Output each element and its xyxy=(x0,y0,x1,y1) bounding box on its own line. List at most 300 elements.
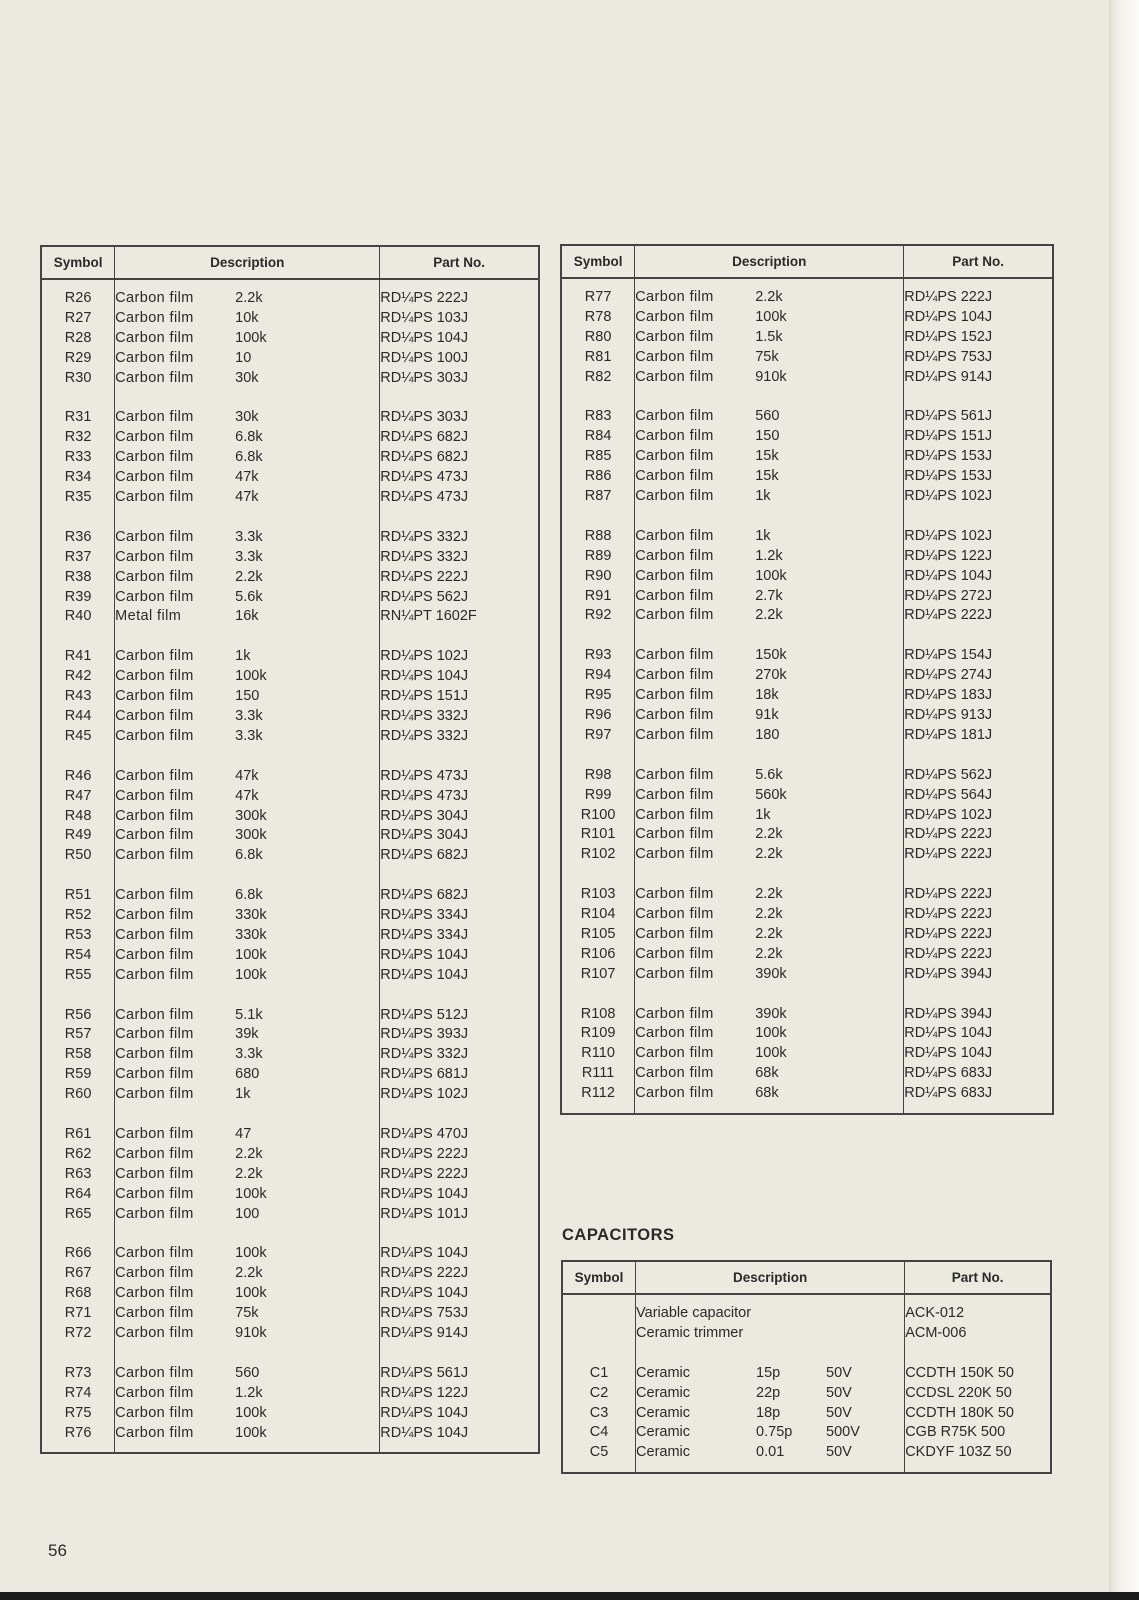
part-number-cell: RD¼PS 562J xyxy=(380,588,469,605)
component-value: 270k xyxy=(755,667,787,684)
part-number-cell: RD¼PS 104J xyxy=(380,1404,469,1421)
description-cell xyxy=(115,906,380,926)
component-type: Carbon film xyxy=(635,368,714,385)
component-value: 300k xyxy=(235,807,267,824)
table-row xyxy=(561,726,1053,746)
symbol-cell: R66 xyxy=(41,1244,115,1264)
component-type: Carbon film xyxy=(115,429,194,446)
description-cell xyxy=(635,407,904,427)
spacer-cell xyxy=(561,1104,635,1114)
symbol-cell: R110 xyxy=(561,1044,635,1064)
component-value: 47k xyxy=(235,489,259,506)
table-row xyxy=(41,468,539,488)
component-type: Carbon film xyxy=(115,847,194,864)
description-cell xyxy=(115,1324,380,1344)
spacer-cell xyxy=(115,1344,380,1364)
component-type: Carbon film xyxy=(635,706,714,723)
description-cell xyxy=(115,787,380,807)
spacer-cell xyxy=(41,1224,115,1244)
spacer-cell xyxy=(115,279,380,289)
part-number-cell: RD¼PS 100J xyxy=(380,349,469,366)
description-cell xyxy=(115,946,380,966)
table-row xyxy=(561,447,1053,467)
symbol-cell: C4 xyxy=(562,1423,636,1443)
symbol-cell: R84 xyxy=(561,427,635,447)
table-row xyxy=(562,1324,1051,1344)
symbol-cell: R101 xyxy=(561,825,635,845)
component-value: 18p xyxy=(756,1404,781,1421)
component-value: 15p xyxy=(756,1364,781,1381)
symbol-cell: R62 xyxy=(41,1145,115,1165)
description-cell xyxy=(115,408,380,428)
component-type: Carbon film xyxy=(635,846,714,863)
symbol-cell: R42 xyxy=(41,667,115,687)
component-voltage: 50V xyxy=(826,1404,852,1421)
component-type: Carbon film xyxy=(115,807,194,824)
description-cell xyxy=(115,369,380,389)
component-value: 0.75p xyxy=(756,1424,793,1441)
symbol-cell: R92 xyxy=(561,606,635,626)
component-type: Carbon film xyxy=(635,408,714,425)
symbol-cell: R52 xyxy=(41,906,115,926)
spacer-cell xyxy=(905,1294,1051,1304)
description-cell xyxy=(115,1045,380,1065)
part-number-cell: RD¼PS 470J xyxy=(380,1125,469,1142)
description-cell xyxy=(115,1364,380,1384)
spacer-cell xyxy=(115,866,380,886)
component-type: Carbon film xyxy=(115,1384,194,1401)
symbol-cell: R82 xyxy=(561,368,635,388)
symbol-cell: R67 xyxy=(41,1264,115,1284)
component-value: 100k xyxy=(755,567,787,584)
component-value: 100k xyxy=(235,1185,267,1202)
component-voltage: 500V xyxy=(826,1424,860,1441)
symbol-cell: R43 xyxy=(41,687,115,707)
component-type: Carbon film xyxy=(635,1045,714,1062)
component-type: Carbon film xyxy=(635,567,714,584)
part-number-cell: RD¼PS 153J xyxy=(904,448,993,465)
spacer-cell xyxy=(904,278,1053,288)
spacer-cell xyxy=(380,279,539,289)
symbol-cell: R39 xyxy=(41,588,115,608)
spacer-row xyxy=(561,1104,1053,1114)
spacer-cell xyxy=(115,747,380,767)
component-type: Carbon film xyxy=(115,1285,194,1302)
spacer-cell xyxy=(41,1105,115,1125)
spacer-cell xyxy=(380,1344,539,1364)
description-cell xyxy=(115,1424,380,1444)
component-type: Carbon film xyxy=(115,1205,194,1222)
part-number-cell: RD¼PS 683J xyxy=(904,1085,993,1102)
table-row xyxy=(41,687,539,707)
table-row xyxy=(41,1025,539,1045)
component-type: Carbon film xyxy=(115,1265,194,1282)
description-cell xyxy=(635,766,904,786)
description-cell xyxy=(115,1185,380,1205)
part-number-cell: RD¼PS 183J xyxy=(904,687,993,704)
part-number-cell: RD¼PS 222J xyxy=(904,607,993,624)
component-type: Carbon film xyxy=(115,449,194,466)
description-cell xyxy=(115,647,380,667)
component-type: Carbon film xyxy=(635,448,714,465)
component-type: Carbon film xyxy=(115,1165,194,1182)
symbol-cell: R53 xyxy=(41,926,115,946)
description-cell xyxy=(115,826,380,846)
component-type: Carbon film xyxy=(115,1086,194,1103)
page-edge xyxy=(1109,0,1139,1600)
part-number-cell: RD¼PS 303J xyxy=(380,369,469,386)
component-type: Carbon film xyxy=(115,548,194,565)
component-type: Carbon film xyxy=(635,468,714,485)
description-cell xyxy=(115,349,380,369)
component-voltage: 50V xyxy=(826,1364,852,1381)
part-number-cell: RD¼PS 914J xyxy=(904,368,993,385)
description-cell xyxy=(115,1145,380,1165)
table-row xyxy=(561,706,1053,726)
table-row xyxy=(41,1304,539,1324)
symbol-cell: R51 xyxy=(41,886,115,906)
component-type: Carbon film xyxy=(115,1305,194,1322)
description-cell xyxy=(635,845,904,865)
symbol-cell: C2 xyxy=(562,1384,636,1404)
part-number-cell: CGB R75K 500 xyxy=(905,1424,1006,1441)
table-row xyxy=(561,1064,1053,1084)
table-row xyxy=(41,886,539,906)
resistor-rows-right xyxy=(561,278,1053,1114)
component-type: Carbon film xyxy=(115,1145,194,1162)
table-row xyxy=(561,407,1053,427)
component-voltage: 50V xyxy=(826,1384,852,1401)
part-number-cell: RD¼PS 332J xyxy=(380,707,469,724)
component-type: Ceramic xyxy=(636,1424,691,1441)
component-value: 330k xyxy=(235,907,267,924)
description-cell xyxy=(115,1264,380,1284)
table-row xyxy=(41,448,539,468)
part-number-cell: CCDTH 150K 50 xyxy=(905,1364,1014,1381)
spacer-row xyxy=(41,627,539,647)
symbol-cell: R38 xyxy=(41,568,115,588)
table-row xyxy=(41,488,539,508)
component-type: Carbon film xyxy=(115,707,194,724)
spacer-cell xyxy=(380,627,539,647)
description-cell xyxy=(115,448,380,468)
resistor-table-left xyxy=(40,245,540,1454)
symbol-cell: R91 xyxy=(561,587,635,607)
table-row xyxy=(41,1165,539,1185)
table-row xyxy=(561,925,1053,945)
component-type: Carbon film xyxy=(635,786,714,803)
component-value: 68k xyxy=(755,1065,779,1082)
description-cell xyxy=(115,807,380,827)
spacer-row xyxy=(562,1463,1051,1473)
table-row xyxy=(41,826,539,846)
component-value: 180 xyxy=(755,726,780,743)
table-row xyxy=(561,487,1053,507)
symbol-cell: R45 xyxy=(41,727,115,747)
component-type: Carbon film xyxy=(115,1404,194,1421)
part-number-cell: RD¼PS 913J xyxy=(904,706,993,723)
part-number-cell: RD¼PS 394J xyxy=(904,965,993,982)
table-row xyxy=(561,686,1053,706)
part-number-cell: RD¼PS 334J xyxy=(380,926,469,943)
spacer-cell xyxy=(562,1294,636,1304)
description-cell xyxy=(115,1006,380,1026)
description-cell xyxy=(115,1384,380,1404)
component-value: 2.2k xyxy=(235,1265,263,1282)
component-value: 22p xyxy=(756,1384,781,1401)
component-type: Carbon film xyxy=(635,1025,714,1042)
table-row xyxy=(41,289,539,309)
part-number-cell: RD¼PS 222J xyxy=(904,826,993,843)
symbol-cell: R61 xyxy=(41,1125,115,1145)
table-row xyxy=(41,1045,539,1065)
component-type: Carbon film xyxy=(115,528,194,545)
spacer-cell xyxy=(561,278,635,288)
spacer-cell xyxy=(635,388,904,408)
part-number-cell: RD¼PS 104J xyxy=(380,946,469,963)
part-number-cell: RD¼PS 222J xyxy=(380,1145,469,1162)
component-type: Carbon film xyxy=(635,607,714,624)
component-type: Carbon film xyxy=(635,1085,714,1102)
part-number-cell: RD¼PS 222J xyxy=(904,945,993,962)
symbol-cell: R90 xyxy=(561,567,635,587)
spacer-cell xyxy=(115,1105,380,1125)
component-value: 30k xyxy=(235,409,259,426)
table-row xyxy=(41,1364,539,1384)
symbol-cell: R99 xyxy=(561,786,635,806)
description-cell xyxy=(635,567,904,587)
component-value: 5.6k xyxy=(235,588,263,605)
component-value: 10k xyxy=(235,309,259,326)
description-cell xyxy=(115,1165,380,1185)
component-value: 2.2k xyxy=(755,607,783,624)
table-row xyxy=(41,1264,539,1284)
spacer-cell xyxy=(561,626,635,646)
spacer-row xyxy=(561,278,1053,288)
description-cell xyxy=(115,846,380,866)
component-value: 910k xyxy=(755,368,787,385)
spacer-cell xyxy=(380,389,539,409)
description-header: Description xyxy=(635,245,904,278)
component-value: 560 xyxy=(755,408,780,425)
table-row xyxy=(561,965,1053,985)
part-no-header: Part No. xyxy=(380,246,539,279)
component-value: 30k xyxy=(235,369,259,386)
description-cell xyxy=(635,646,904,666)
spacer-row xyxy=(561,507,1053,527)
description-cell xyxy=(635,328,904,348)
description-cell: Ceramic trimmer xyxy=(636,1324,905,1344)
part-number-cell: RD¼PS 394J xyxy=(904,1005,993,1022)
description-cell xyxy=(635,487,904,507)
component-type: Carbon film xyxy=(115,290,194,306)
component-value: 91k xyxy=(755,706,779,723)
table-row xyxy=(561,786,1053,806)
symbol-cell: R47 xyxy=(41,787,115,807)
resistor-rows-left xyxy=(41,279,539,1453)
description-cell xyxy=(635,587,904,607)
description-cell xyxy=(635,308,904,328)
component-value: 910k xyxy=(235,1325,267,1341)
spacer-row xyxy=(41,1344,539,1364)
component-value: 330k xyxy=(235,926,267,943)
component-value: 100k xyxy=(235,1424,267,1441)
component-type: Ceramic xyxy=(636,1444,691,1461)
description-cell xyxy=(635,348,904,368)
description-header: Description xyxy=(115,246,380,279)
component-type: Carbon film xyxy=(115,1006,194,1023)
resistor-table-right xyxy=(560,244,1054,1115)
component-type: Carbon film xyxy=(115,688,194,705)
symbol-cell: R106 xyxy=(561,945,635,965)
component-type: Carbon film xyxy=(635,488,714,505)
component-value: 1k xyxy=(755,488,771,505)
component-value: 16k xyxy=(235,608,259,625)
part-number-cell: RD¼PS 473J xyxy=(380,767,469,784)
component-type: Carbon film xyxy=(635,1005,714,1022)
description-cell xyxy=(635,965,904,985)
table-row xyxy=(561,1044,1053,1064)
spacer-cell xyxy=(115,986,380,1006)
part-number-cell: RD¼PS 753J xyxy=(380,1305,469,1322)
component-value: 150 xyxy=(235,688,260,705)
spacer-row xyxy=(41,866,539,886)
spacer-row xyxy=(561,746,1053,766)
spacer-row xyxy=(561,388,1053,408)
part-number-cell: RD¼PS 102J xyxy=(380,1086,469,1103)
part-number-cell: RD¼PS 102J xyxy=(904,806,993,823)
spacer-cell xyxy=(904,1104,1053,1114)
symbol-cell: R76 xyxy=(41,1424,115,1444)
description-cell xyxy=(635,1064,904,1084)
part-number-cell: RD¼PS 104J xyxy=(904,1025,993,1042)
description-cell xyxy=(115,428,380,448)
spacer-cell xyxy=(380,508,539,528)
component-value: 0.01 xyxy=(756,1444,785,1461)
component-type: Ceramic xyxy=(636,1364,691,1381)
description-cell xyxy=(115,1065,380,1085)
table-row xyxy=(41,787,539,807)
spacer-row xyxy=(41,747,539,767)
spacer-cell xyxy=(905,1344,1051,1364)
part-number-cell: CCDTH 180K 50 xyxy=(905,1404,1014,1421)
symbol-cell: C3 xyxy=(562,1404,636,1424)
description-cell xyxy=(115,1304,380,1324)
symbol-cell: R95 xyxy=(561,686,635,706)
component-value: 150k xyxy=(755,647,787,664)
component-type: Carbon film xyxy=(635,687,714,704)
description-cell xyxy=(115,1244,380,1264)
component-type: Carbon film xyxy=(115,827,194,844)
component-value: 6.8k xyxy=(235,449,263,466)
component-value: 10 xyxy=(235,349,252,366)
part-number-cell: RD¼PS 104J xyxy=(904,1045,993,1062)
part-number-cell: RD¼PS 564J xyxy=(904,786,993,803)
symbol-cell: R41 xyxy=(41,647,115,667)
symbol-cell: C5 xyxy=(562,1443,636,1463)
part-number-cell: RD¼PS 101J xyxy=(380,1205,469,1222)
table-row xyxy=(561,606,1053,626)
component-value: 2.2k xyxy=(755,826,783,843)
component-value: 100k xyxy=(235,946,267,963)
component-value: 75k xyxy=(755,348,779,365)
component-type: Carbon film xyxy=(635,328,714,345)
component-type: Ceramic xyxy=(636,1384,691,1401)
symbol-cell: R54 xyxy=(41,946,115,966)
symbol-cell: R63 xyxy=(41,1165,115,1185)
symbol-cell: R55 xyxy=(41,966,115,986)
spacer-cell xyxy=(561,985,635,1005)
spacer-cell xyxy=(905,1463,1051,1473)
part-number-cell: ACM-006 xyxy=(905,1324,967,1341)
table-row xyxy=(561,905,1053,925)
table-row xyxy=(41,607,539,627)
description-cell xyxy=(635,726,904,746)
symbol-cell: R28 xyxy=(41,329,115,349)
table-row xyxy=(41,528,539,548)
part-number-cell: RD¼PS 104J xyxy=(380,1245,469,1262)
spacer-cell xyxy=(561,507,635,527)
component-type: Carbon film xyxy=(635,547,714,564)
part-number-cell: RD¼PS 304J xyxy=(380,807,469,824)
part-number-cell: RD¼PS 332J xyxy=(380,548,469,565)
symbol-cell: R112 xyxy=(561,1084,635,1104)
spacer-cell xyxy=(561,865,635,885)
description-cell xyxy=(635,527,904,547)
spacer-cell xyxy=(380,866,539,886)
component-value: 3.3k xyxy=(235,548,263,565)
table-row xyxy=(561,587,1053,607)
symbol-cell: R58 xyxy=(41,1045,115,1065)
component-value: 560 xyxy=(235,1364,260,1381)
spacer-cell xyxy=(41,1344,115,1364)
component-type: Carbon film xyxy=(115,568,194,585)
part-number-cell: RD¼PS 222J xyxy=(904,925,993,942)
symbol-cell: R71 xyxy=(41,1304,115,1324)
spacer-row xyxy=(41,986,539,1006)
symbol-cell: R73 xyxy=(41,1364,115,1384)
table-row xyxy=(561,308,1053,328)
table-row xyxy=(561,825,1053,845)
table-row xyxy=(41,846,539,866)
table-row xyxy=(41,1284,539,1304)
table-row xyxy=(41,1006,539,1026)
part-number-cell: RD¼PS 561J xyxy=(380,1364,469,1381)
description-cell xyxy=(635,706,904,726)
component-type: Carbon film xyxy=(115,1066,194,1083)
component-type: Carbon film xyxy=(115,1046,194,1063)
table-row xyxy=(561,1024,1053,1044)
component-type: Carbon film xyxy=(635,527,714,544)
description-header: Description xyxy=(636,1261,905,1294)
component-value: 560k xyxy=(755,786,787,803)
component-type: Carbon film xyxy=(115,1325,194,1341)
component-type: Carbon film xyxy=(115,489,194,506)
component-value: 1k xyxy=(755,806,771,823)
description-cell xyxy=(635,606,904,626)
table-row xyxy=(41,408,539,428)
component-value: 6.8k xyxy=(235,429,263,446)
spacer-cell xyxy=(562,1463,636,1473)
part-number-cell: RD¼PS 222J xyxy=(380,1265,469,1282)
component-value: 100 xyxy=(235,1205,260,1222)
scan-bottom-edge xyxy=(0,1592,1139,1600)
description-cell xyxy=(115,727,380,747)
table-row xyxy=(41,1424,539,1444)
spacer-row xyxy=(41,1105,539,1125)
table-row xyxy=(41,1404,539,1424)
table-row xyxy=(562,1404,1051,1424)
